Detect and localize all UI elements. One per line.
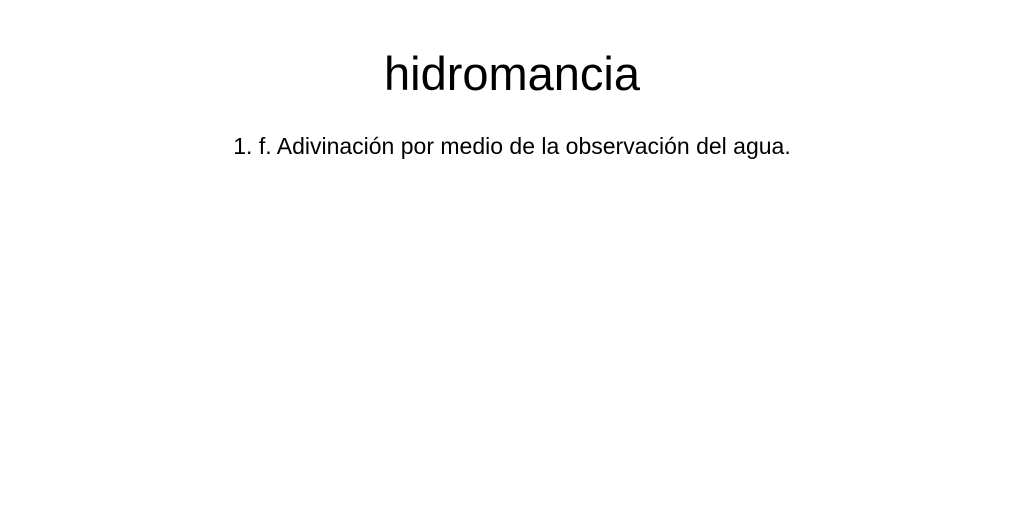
headword: hidromancia — [383, 47, 641, 100]
definition-1: 1. f. Adivinación por medio de la observación del agua. — [233, 133, 791, 159]
